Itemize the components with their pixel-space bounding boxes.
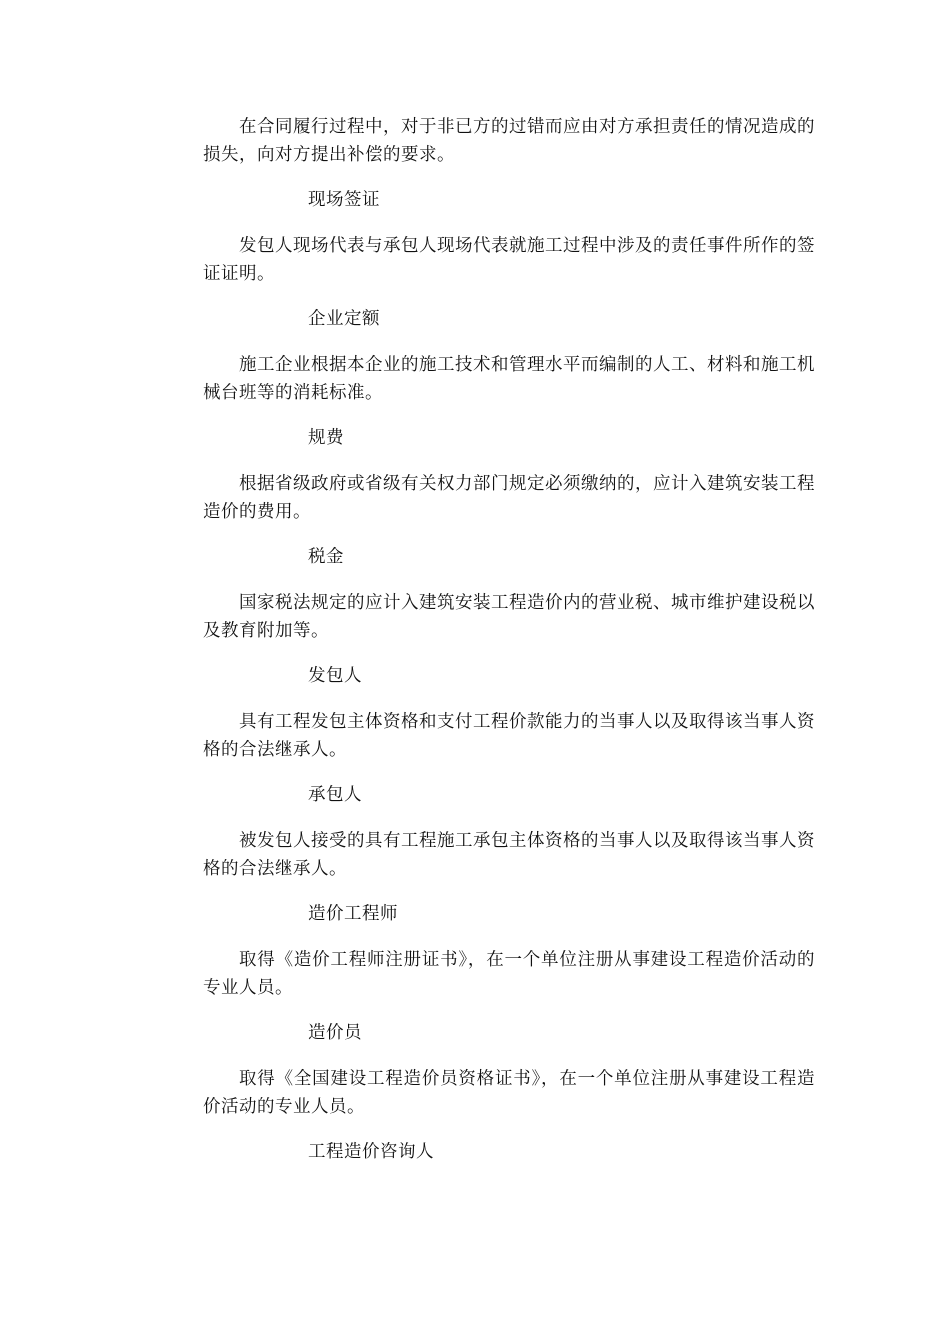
term-heading: 税金 — [308, 547, 344, 567]
term-heading-regulatory-fees — [203, 424, 815, 452]
term-heading-cost-engineer — [203, 900, 815, 928]
term-heading-taxes — [203, 543, 815, 571]
term-definition: 施工企业根据本企业的施工技术和管理水平而编制的人工、材料和施工机械台班等的消耗标准。 — [203, 355, 815, 403]
term-heading-cost-consultant — [203, 1138, 815, 1166]
term-definition-contractor — [203, 827, 815, 883]
term-heading-employer — [203, 662, 815, 690]
term-definition-cost-engineer — [203, 946, 815, 1002]
term-heading: 造价工程师 — [308, 904, 398, 924]
term-heading-site-visa — [203, 186, 815, 214]
term-heading: 规费 — [308, 428, 344, 448]
intro-paragraph-block — [203, 113, 815, 169]
term-definition: 被发包人接受的具有工程施工承包主体资格的当事人以及取得该当事人资格的合法继承人。 — [203, 831, 815, 879]
term-heading-contractor — [203, 781, 815, 809]
term-heading: 发包人 — [308, 666, 362, 686]
term-heading: 企业定额 — [308, 309, 380, 329]
term-definition: 根据省级政府或省级有关权力部门规定必须缴纳的，应计入建筑安装工程造价的费用。 — [203, 474, 815, 522]
term-heading-enterprise-quota — [203, 305, 815, 333]
term-definition-site-visa — [203, 232, 815, 288]
term-heading: 现场签证 — [308, 190, 380, 210]
term-definition: 发包人现场代表与承包人现场代表就施工过程中涉及的责任事件所作的签证证明。 — [203, 236, 815, 284]
term-heading-cost-estimator — [203, 1019, 815, 1047]
term-definition-regulatory-fees — [203, 470, 815, 526]
term-definition: 国家税法规定的应计入建筑安装工程造价内的营业税、城市维护建设税以及教育附加等。 — [203, 593, 815, 641]
term-definition-enterprise-quota — [203, 351, 815, 407]
term-definition-taxes — [203, 589, 815, 645]
term-definition-employer — [203, 708, 815, 764]
term-heading: 工程造价咨询人 — [308, 1142, 434, 1162]
term-heading: 造价员 — [308, 1023, 362, 1043]
intro-paragraph: 在合同履行过程中，对于非已方的过错而应由对方承担责任的情况造成的损失，向对方提出补偿的要求。 — [203, 117, 815, 165]
term-definition-cost-estimator — [203, 1065, 815, 1121]
term-definition: 取得《全国建设工程造价员资格证书》，在一个单位注册从事建设工程造价活动的专业人员。 — [203, 1069, 815, 1117]
term-definition: 具有工程发包主体资格和支付工程价款能力的当事人以及取得该当事人资格的合法继承人。 — [203, 712, 815, 760]
term-heading: 承包人 — [308, 785, 362, 805]
term-definition: 取得《造价工程师注册证书》，在一个单位注册从事建设工程造价活动的专业人员。 — [203, 950, 815, 998]
